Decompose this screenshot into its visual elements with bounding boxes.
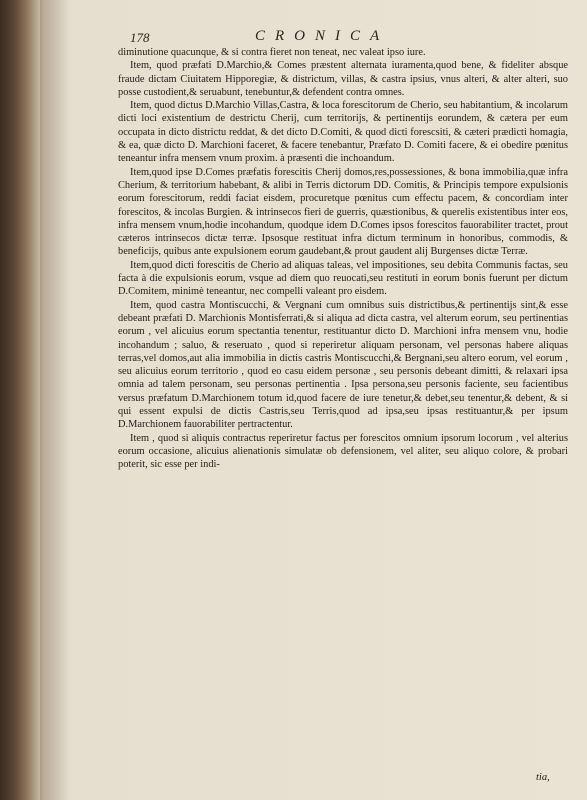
paragraph: Item , quod si aliquis contractus reperiretur factus per forescitos omnium ipsorum locorum , vel alterius eorum occasione, alicuius alienationis simulatæ ob defensionem, vel aliter, seu aliquo colore, & probari poterit, sic esse per indi- [118, 432, 568, 471]
running-head: CRONICA [255, 28, 390, 44]
paragraph: Item, quod dictus D.Marchio Villas,Castra, & loca forescitorum de Cherio, seu habitantium, & incolarum dicti loci existentium de destrictu Cherij, cum territorijs, & pertinentijs eorundem, & cætera per eum occupata in dicto districtu reddat, & det dicto D.Comiti, & quod dicti forescsiti, & cæteri prædicti homagia, & ea, quæ dicto D. Marchioni faceret, & facere tenebantur, Præfato D. Comiti facere, & ei obedire pœnitus teneantur infra mensem vnum proxim. à præsenti die inchoandum. [118, 100, 568, 165]
paragraph: Item, quod præfati D.Marchio,& Comes præstent alternata iuramenta,quod bene, & fideliter absque fraude dictam Ciuitatem Hipporegiæ, & districtum, villas, & castra ipsius, vnus alteri, & alter alteri, suo posse custodient,& seruabunt, tenebuntur,& defendent contra omnes. [118, 60, 568, 98]
paragraph: Item,quod ipse D.Comes præfatis forescitis Cherij domos,res,possessiones, & bona immobilia,quæ infra Cherium, & territorium habebant, & alibi in Terris dictorum DD. Comitis, & Principis tempore expulsionis eorum forescitorum, reddi faciat eisdem, procuretque pœnitus cum effectu pacem, & concordiam inter forescitos, & incolas Burgien. & intrinsecos fieri de guerris, quæstionibus, & querelis existentibus inter eos, infra mensem vnum,hodie incohandum, quodque idem D.Comes ipsos forescitos fauorabiliter tractet, prout cæteros intrinsecos dictæ terræ. Ipsosque restituat infra dictum terminum in honoribus, commodis, & beneficijs, quibus ante expulsionem eorum gaudebant,& prout gaudent alij Burgenses dictæ Terræ. [118, 166, 568, 258]
binding-gutter [40, 0, 70, 800]
catchword: tia, [536, 772, 550, 783]
paragraph: Item, quod castra Montiscucchi, & Vergnani cum omnibus suis districtibus,& pertinentijs sint,& esse debeant præfati D. Marchionis Montisferrati,& si aliqua ad dicta castra, vel alterum eorum, seu pertinentias eorum , vel alicuius eorum spectantia tenentur, restituantur dicto D. Marchioni infra mensem vnu, hodie incohandum ; saluo, & reseruato , quod si reperiretur aliquam personam, vel personas habere aliquas terras,vel domos,aut alia immobilia in dictis castris Montiscucchi,& Bergnani,seu altero eorum, vel eorum , seu alicuius eorum territorio , quod eo casu eidem personæ , seu personis debeant dimitti, & relaxari ipsa omnia ad talem personam, seu personas pertinentia . Ipsa persona,seu personis faciente, seu facientibus versus præfatum D.Marchionem totum id,quod facere de iure tenetur,& debet,seu tenentur,& debent, & si qui essent expulsi de dictis Castris,seu Terris,quod ad ipsa,seu ipsas restituantur,& per ipsum D.Marchionem fauorabiliter pertractentur. [118, 299, 568, 431]
body-text [118, 46, 568, 472]
paragraph: diminutione quacunque, & si contra fieret non teneat, nec valeat ipso iure. [118, 47, 426, 58]
paragraph: Item,quod dicti forescitis de Cherio ad aliquas taleas, vel impositiones, seu debita Communis factas, seu facta à die expulsionis eorum, vsque ad diem quo reuocati,seu restituti in eorum bonis fuerunt per dictum D.Comitem, minimè teneantur, nec compelli valeant pro eisdem. [118, 259, 568, 298]
folio-number: 178 [130, 30, 150, 45]
